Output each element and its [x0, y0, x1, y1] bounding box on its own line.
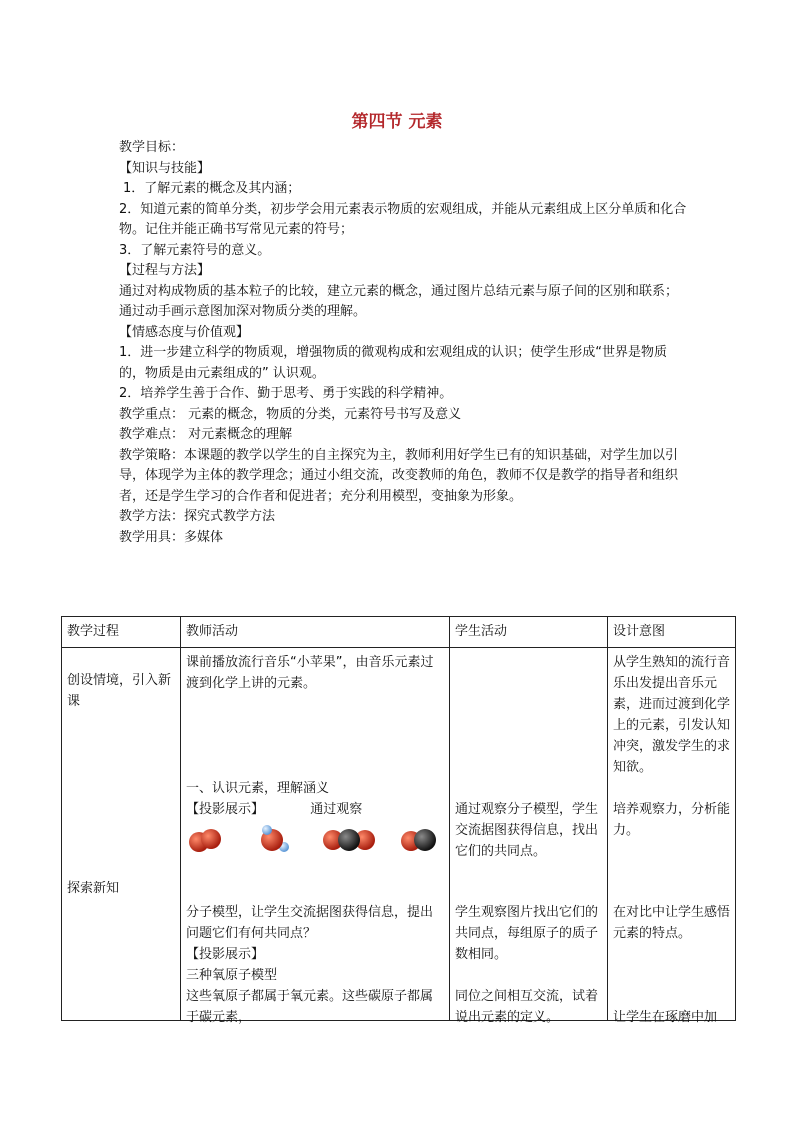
knowledge-item: 1．了解元素的概念及其内涵； [123, 181, 301, 196]
knowledge-item: 2．知道元素的简单分类，初步学会用元素表示物质的宏观组成，并能从元素组成上区分单质和化合物。记住并能正确书写常见元素的符号； [119, 201, 687, 237]
knowledge-heading: 【知识与技能】 [119, 160, 211, 176]
observe-label: 通过观察 [310, 802, 363, 817]
water-molecule-icon [256, 824, 292, 856]
teacher-p1: 课前播放流行音乐“小苹果”，由音乐元素过渡到化学上讲的元素。 [186, 655, 434, 691]
stage-explore: 探索新知 [67, 881, 120, 896]
table-row [62, 648, 736, 1021]
lesson-table [61, 616, 736, 1025]
stage-intro: 创设情境，引入新课 [67, 673, 172, 709]
emotion-item: 2．培养学生善于合作、勤于思考、勇于实践的科学精神。 [119, 386, 453, 401]
teacher-p3: 这些氧原子都属于氧元素。这些碳原子都属于碳元素， [186, 989, 434, 1025]
intent-i2: 培养观察力，分析能力。 [613, 802, 731, 838]
teacher-section1: 一、认识元素，理解涵义 [186, 781, 330, 796]
student-cell [450, 648, 608, 1025]
key-points: 教学重点： 元素的概念，物质的分类，元素符号书写及意义 [119, 406, 462, 422]
tools: 教学用具：多媒体 [119, 529, 224, 545]
table-header-row [62, 617, 736, 648]
process-heading: 【过程与方法】 [119, 263, 211, 278]
objectives-label: 教学目标： [119, 140, 185, 155]
projection-label-2: 【投影展示】 [186, 947, 265, 962]
oxygen-molecule-icon [186, 826, 226, 854]
student-s3: 同位之间相互交流，试着说出元素的定义。 [455, 989, 599, 1025]
emotion-item: 1．进一步建立科学的物质观，增强物质的微观构成和宏观组成的认识；使学生形成“世界是物质的，物质是由元素组成的” 认识观。 [119, 345, 668, 381]
process-text: 通过对构成物质的基本粒子的比较，建立元素的概念，通过图片总结元素与原子间的区别和联系；通过动手画示意图加深对物质分类的理解。 [119, 283, 679, 319]
teacher-p2: 分子模型，让学生交流据图获得信息，提出问题它们有何共同点？ [186, 905, 434, 941]
header-intent: 设计意图 [608, 617, 736, 648]
student-s1: 通过观察分子模型，学生交流据图获得信息，找出它们的共同点。 [455, 802, 599, 859]
models-line: 三种氧原子模型 [186, 968, 278, 983]
intent-cell [608, 648, 736, 1025]
emotion-heading: 【情感态度与价值观】 [119, 324, 250, 340]
strategy: 教学策略：本课题的教学以学生的自主探究为主，教师利用好学生已有的知识基础，对学生加以引导，体现学为主体的教学理念；通过小组交流，改变教师的角色，教师不仅是教学的指导者和组织者，还是学生学习的合作者和促进者；充分利用模型，变抽象为形象。 [119, 447, 679, 504]
process-cell [62, 648, 181, 1021]
carbon-monoxide-molecule-icon [398, 826, 440, 854]
student-s2: 学生观察图片找出它们的共同点，每组原子的质子数相同。 [455, 905, 599, 962]
header-process: 教学过程 [62, 617, 181, 648]
intent-i4: 让学生在琢磨中加 [613, 1010, 718, 1025]
intent-i1: 从学生熟知的流行音乐出发提出音乐元素，进而过渡到化学上的元素，引发认知冲突，激发学生的求知欲。 [613, 655, 731, 775]
teacher-cell [181, 648, 450, 1025]
intent-i3: 在对比中让学生感悟元素的特点。 [613, 905, 731, 941]
molecule-images [186, 824, 440, 856]
projection-line [186, 799, 362, 820]
knowledge-item: 3．了解元素符号的意义。 [119, 242, 271, 258]
method: 教学方法：探究式教学方法 [119, 509, 276, 524]
difficulty: 教学难点： 对元素概念的理解 [119, 427, 293, 442]
carbon-dioxide-molecule-icon [320, 826, 378, 854]
header-student: 学生活动 [450, 617, 608, 648]
intro-section [119, 138, 689, 548]
page-title: 第四节 元素 [351, 112, 443, 132]
projection-label: 【投影展示】 [186, 802, 265, 817]
header-teacher: 教师活动 [181, 617, 450, 648]
